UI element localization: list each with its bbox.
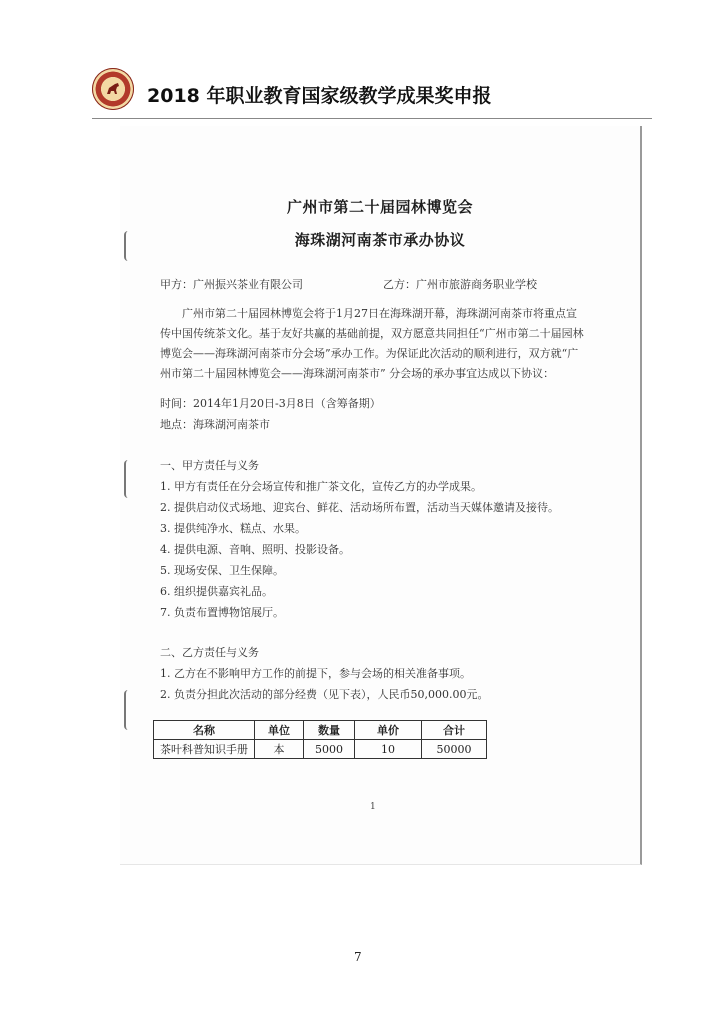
section-a-title: 一、甲方责任与义务 [160,459,259,472]
agreement-time: 时间：2014年1月20日-3月8日（含筹备期） [160,397,381,410]
agreement-title-line1: 广州市第二十届园林博览会 [286,198,473,216]
table-header-cell: 单位 [255,721,304,740]
binder-mark [124,460,132,498]
section-a-item: 7. 负责布置博物馆展厅。 [160,606,284,619]
scanned-agreement [120,126,642,865]
table-header-cell: 名称 [154,721,255,740]
agreement-intro: 广州市第二十届园林博览会将于1月27日在海珠湖开幕，海珠湖河南茶市将重点宣传中国传统茶文化。基于友好共赢的基础前提，双方愿意共同担任“广州市第二十届园林博览会——海珠湖河南茶市分会场”承办工作。为保证此次活动的顺利进行，双方就“广州市第二十届园林博览会——海珠湖河南茶市” 分会场的承办事宜达成以下协议： [160,307,584,380]
page-header [92,68,652,118]
table-cell: 茶叶科普知识手册 [154,740,255,759]
table-cell: 5000 [304,740,355,759]
table-cell: 10 [355,740,422,759]
section-b-item: 1. 乙方在不影响甲方工作的前提下，参与会场的相关准备事项。 [160,667,471,680]
table-header-cell: 数量 [304,721,355,740]
section-b-title: 二、乙方责任与义务 [160,646,259,659]
agreement-title-line2: 海珠湖河南茶市承办协议 [294,231,466,249]
school-logo [92,68,134,110]
section-a-item: 1. 甲方有责任在分会场宣传和推广茶文化，宣传乙方的办学成果。 [160,480,482,493]
section-a-item: 3. 提供纯净水、糕点、水果。 [160,522,306,535]
table-header-row [154,721,487,740]
page-number: 7 [354,950,362,964]
binder-mark [124,690,132,730]
header-title: 2018 年职业教育国家级教学成果奖申报 [147,85,492,107]
table-cell: 50000 [422,740,487,759]
party-a: 甲方：广州振兴茶业有限公司 [160,278,303,291]
section-a-item: 4. 提供电源、音响、照明、投影设备。 [160,543,350,556]
scan-page-number: 1 [370,802,376,812]
section-b-item: 2. 负责分担此次活动的部分经费（见下表），人民币50,000.00元。 [160,688,489,701]
table-row [154,740,487,759]
section-a-item: 6. 组织提供嘉宾礼品。 [160,585,273,598]
section-a-item: 2. 提供启动仪式场地、迎宾台、鲜花、活动场所布置，活动当天媒体邀请及接待。 [160,501,559,514]
table-header-cell: 单价 [355,721,422,740]
table-cell: 本 [255,740,304,759]
fee-table [153,720,487,759]
section-a-item: 5. 现场安保、卫生保障。 [160,564,284,577]
agreement-place: 地点：海珠湖河南茶市 [160,418,270,431]
horse-icon [104,80,122,98]
table-header-cell: 合计 [422,721,487,740]
party-b: 乙方：广州市旅游商务职业学校 [383,278,537,291]
header-divider [92,118,652,119]
